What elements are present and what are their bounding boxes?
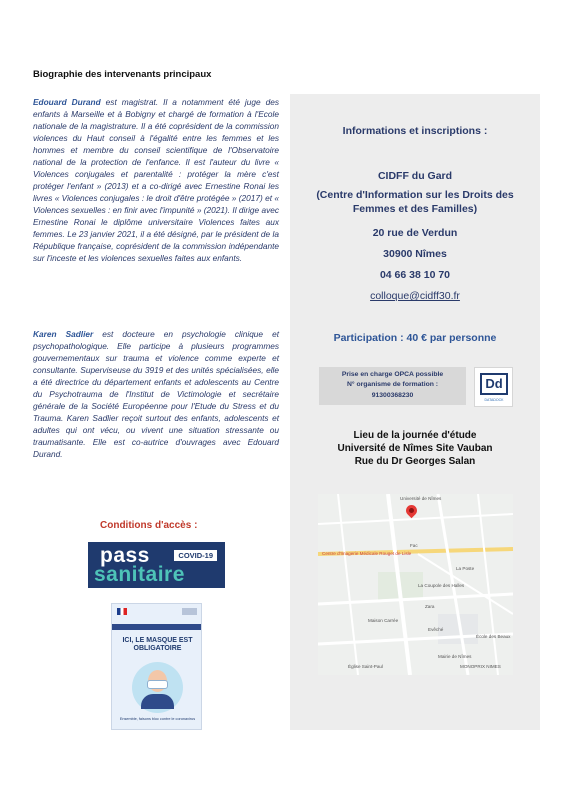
- venue-title: Lieu de la journée d'étude: [353, 430, 477, 441]
- bio-name: Karen Sadlier: [33, 329, 94, 339]
- page-heading: Biographie des intervenants principaux: [33, 69, 212, 80]
- map-label: Mairie de Nîmes: [438, 654, 472, 659]
- opca-line-1: Prise en charge OPCA possible: [341, 371, 444, 378]
- map-label: Fac: [410, 543, 418, 548]
- datadock-tag: DATADOCK: [484, 398, 504, 402]
- poster-footer: Ensemble, faisons bloc contre le coronavirus: [119, 717, 196, 721]
- map-label: MONOPRIX NIMES: [460, 664, 501, 669]
- datadock-mark: Dd: [480, 373, 508, 395]
- info-title: Informations et inscriptions :: [342, 125, 488, 137]
- org-phone: 04 66 38 10 70: [379, 269, 451, 281]
- bio-name: Edouard Durand: [33, 97, 101, 107]
- venue-name: Université de Nîmes Site Vauban: [337, 443, 493, 454]
- mask-poster: [111, 603, 202, 730]
- map-label: Église Saint-Paul: [348, 664, 383, 669]
- email-link[interactable]: colloque@cidff30.fr: [370, 290, 460, 302]
- bio-karen-sadlier: [33, 328, 279, 460]
- datadock-logo: [474, 367, 513, 407]
- opca-line-2: N° organisme de formation :: [346, 381, 439, 388]
- location-map[interactable]: [318, 494, 513, 675]
- opca-line-3: 91300368230: [371, 392, 414, 399]
- bio-text: est magistrat. Il a notamment été juge des enfants à Marseille et à Bobigny et chargé de formation à l'Ecole nationale de la magistrature. Il a été coprésident de la commission violences du Haut conseil à l'égalité entre les femmes et les hommes et membre du conseil scientifique de l'Observatoire national de la protection de l'enfance. Il est l'auteur du livre « Violences conjugales et parentalité : protéger la mère c'est protéger l'enfant » (2013) et a co-dirigé avec Ernestine Ronai les livres « Violences conjugales : le droit d'être protégée » (2017) et « Violences sexuelles : en finir avec l'impunité » (2021). Il dirige avec Ernestine Ronai le diplôme universitaire Violences faites aux femmes. Le 23 janvier 2021, il a été désigné, par le président de la République française, coprésident de la commission indépendante sur l'inceste et les violences sexuelles faites aux enfants.: [33, 97, 279, 263]
- org-name: CIDFF du Gard: [377, 170, 453, 182]
- face-mask-icon: [147, 680, 168, 689]
- map-label: Maison Carrée: [368, 618, 399, 623]
- map-label: La Coupole des Halles: [418, 583, 465, 588]
- map-label: La Poste: [456, 566, 475, 571]
- conditions-title: Conditions d'accès :: [100, 520, 198, 531]
- poster-band: [112, 624, 201, 630]
- bio-text: est docteure en psychologie clinique et psychopathologique. Elle participe à plusieurs programmes gouvernementaux sur trauma et violence comme experte et consultante. Superviseuse du 3919 et des unités spécialisées, elle a été directrice du département enfants et adolescents au Centre du Psychotrauma de l'Institut de Victimologie et secrétaire générale de la Société Européenne pour l'Etude du Stress et du Trauma. Karen Sadlier reçoit surtout des enfants, adolescents et adultes qui ont vécu, ou vivent une situation stressante ou traumatisante. Elle est co-autrice d'ouvrages avec Edouard Durand.: [33, 329, 279, 459]
- map-label: Evêché: [428, 627, 444, 632]
- covid-badge: COVID-19: [174, 550, 217, 561]
- venue-street: Rue du Dr Georges Salan: [354, 456, 476, 467]
- map-label: Université de Nîmes: [400, 496, 442, 501]
- bio-edouard-durand: [33, 96, 279, 264]
- map-label: École des Beaux: [476, 634, 511, 639]
- map-label: Zara: [425, 604, 435, 609]
- ministry-logo: [182, 608, 197, 615]
- french-flag-icon: [117, 608, 127, 615]
- poster-message: ICI, LE MASQUE EST OBLIGATOIRE: [122, 637, 193, 652]
- org-city: 30900 Nîmes: [383, 248, 447, 260]
- org-full-name: (Centre d'Information sur les Droits des Femmes et des Familles): [316, 189, 514, 215]
- map-label: Centre d'Imagerie Médicale Rouget de Lisle: [322, 551, 412, 556]
- pass-sanitaire-logo: [88, 542, 225, 588]
- opca-box: [319, 367, 466, 405]
- org-address: 20 rue de Verdun: [372, 227, 458, 239]
- person-body-icon: [141, 694, 174, 709]
- sanitaire-word: sanitaire: [94, 563, 185, 586]
- participation-price: Participation : 40 € par personne: [333, 332, 497, 344]
- map-roads: [318, 494, 513, 675]
- pass-word: pass: [100, 544, 150, 567]
